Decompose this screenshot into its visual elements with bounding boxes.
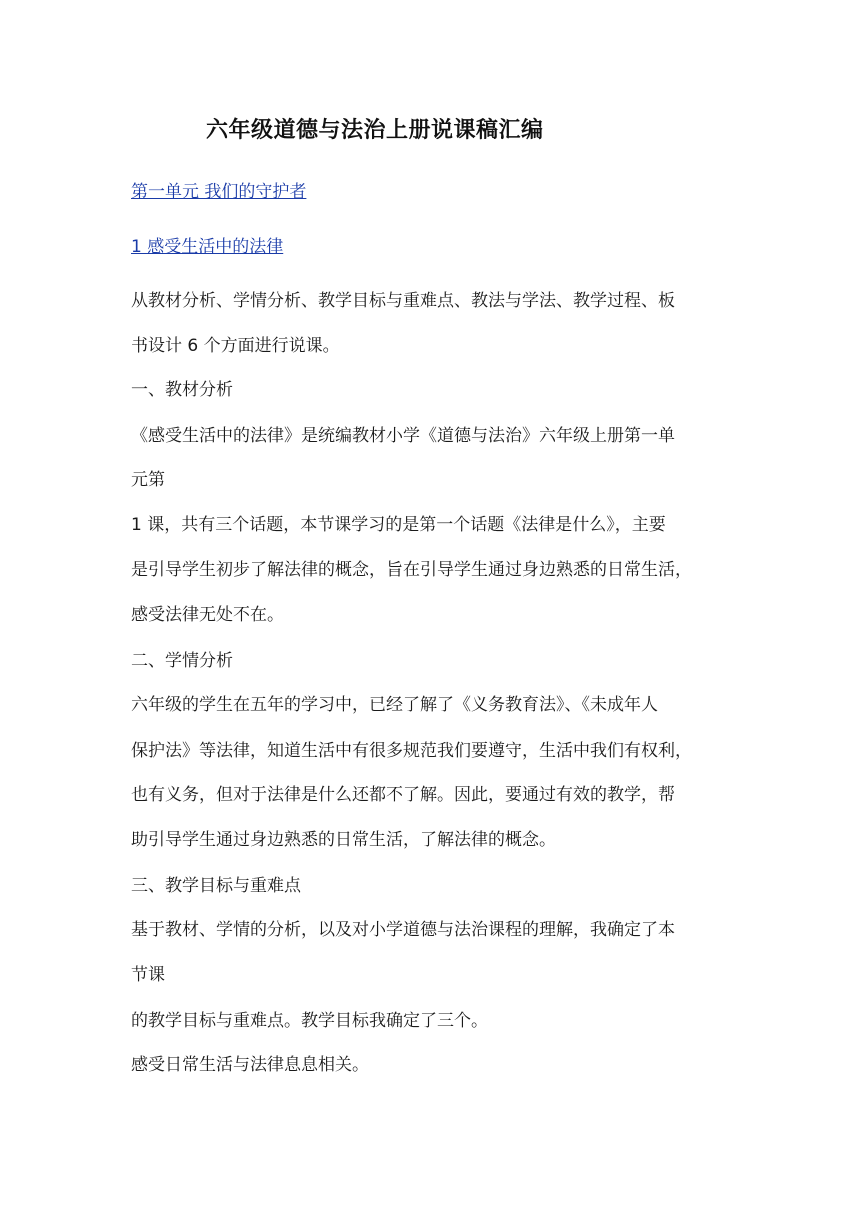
- paragraph-line: 感受法律无处不在。: [131, 605, 284, 625]
- document-title: 六年级道德与法治上册说课稿汇编: [206, 118, 544, 143]
- paragraph-line: 从教材分析、学情分析、教学目标与重难点、教法与学法、教学过程、板: [131, 291, 675, 311]
- paragraph-line: 是引导学生初步了解法律的概念，旨在引导学生通过身边熟悉的日常生活，: [131, 560, 692, 580]
- paragraph-line: 基于教材、学情的分析，以及对小学道德与法治课程的理解，我确定了本: [131, 920, 675, 940]
- section-heading: 一、教材分析: [131, 380, 233, 400]
- paragraph-line: 感受日常生活与法律息息相关。: [131, 1055, 369, 1075]
- paragraph-line: 《感受生活中的法律》是统编教材小学《道德与法治》六年级上册第一单: [131, 426, 675, 446]
- paragraph-line: 六年级的学生在五年的学习中，已经了解了《义务教育法》、《未成年人: [131, 695, 658, 715]
- paragraph-line: 也有义务，但对于法律是什么还都不了解。因此，要通过有效的教学，帮: [131, 785, 675, 805]
- section-heading: 三、教学目标与重难点: [131, 876, 301, 896]
- paragraph-line: 书设计 6 个方面进行说课。: [131, 336, 340, 356]
- lesson-link[interactable]: 1 感受生活中的法律: [131, 237, 284, 257]
- paragraph-line: 助引导学生通过身边熟悉的日常生活，了解法律的概念。: [131, 830, 556, 850]
- unit-link[interactable]: 第一单元 我们的守护者: [131, 182, 307, 202]
- section-heading: 二、学情分析: [131, 651, 233, 671]
- paragraph-line: 节课: [131, 965, 165, 985]
- paragraph-line: 的教学目标与重难点。教学目标我确定了三个。: [131, 1011, 488, 1031]
- paragraph-line: 1 课，共有三个话题，本节课学习的是第一个话题《法律是什么》，主要: [131, 515, 666, 535]
- paragraph-line: 保护法》等法律，知道生活中有很多规范我们要遵守，生活中我们有权利，: [131, 741, 692, 761]
- paragraph-line: 元第: [131, 470, 165, 490]
